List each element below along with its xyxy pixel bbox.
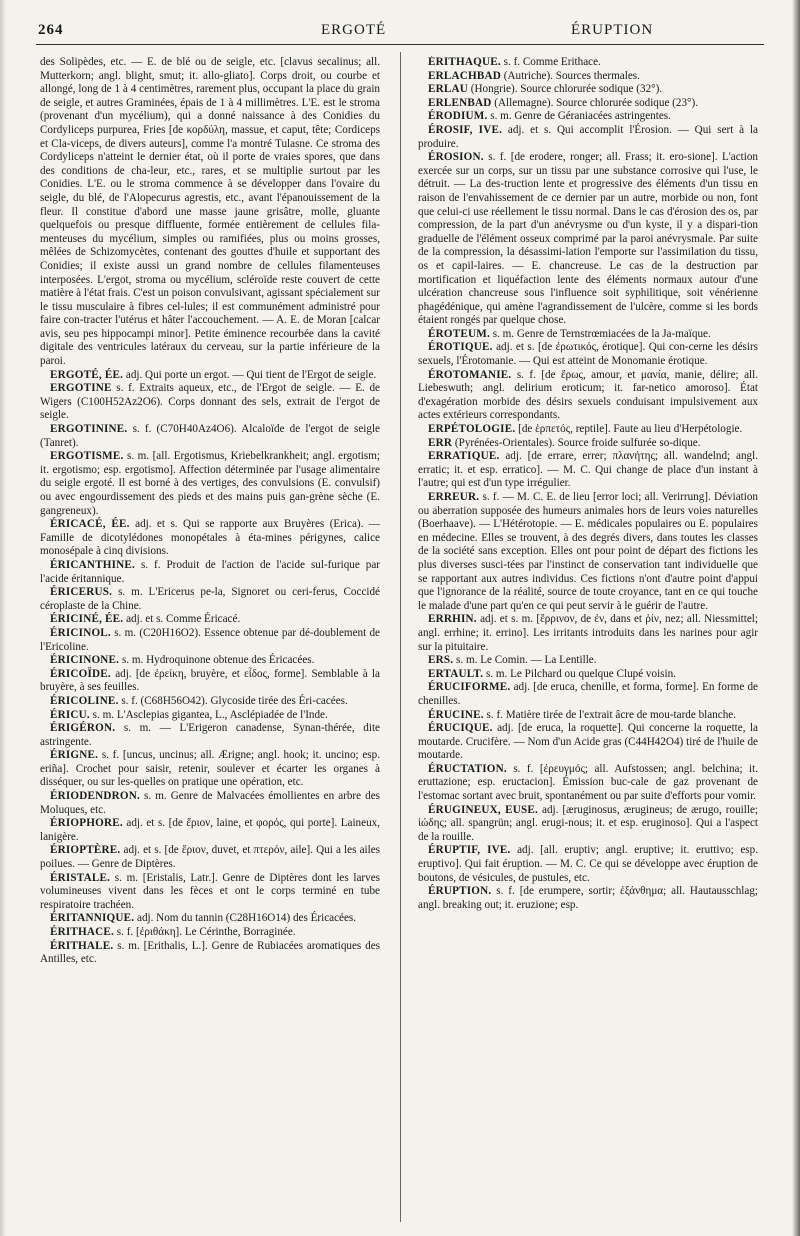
entry-headword: ERR: [428, 436, 453, 449]
dictionary-entry: [40, 654, 380, 668]
dictionary-entry: [40, 844, 380, 871]
entry-text: des Solipèdes, etc. — E. de blé ou de seigle, etc. [clavus secalinus; all. Mutterkorn; angl. blight, smut; it. allo-gliato]. Corps droit, ou courbe et allongé, long de 1 à 4 centimètres, rarement plus, occupant la place du grain de seigle, et autres Graminées, épais de 1 à 4 millimètres. L'E. est le stroma (provenant d'un mycélium), qui a donné naissance à des Conidies du Cordyliceps purpurea, Fries [de κορδύλη, massue, et caput, tête; Cordiceps et Cla-viceps, de divers auteurs], comme l'a montré Tulasne. Ce stroma des Cordyliceps n'atteint le dernier état, où il porte de vraies spores, que dans des conditions de cha-leur, etc., rares, et se multiplie surtout par les Conidies. L'E. ou le stroma commence à se développer dans l'ovaire du seigle, du blé, de l'Alopecurus agrestis, etc., avant l'épanouissement de la fleur. Il constitue d'abord une masse jaune grisâtre, molle, gluante quelquefois ou presque diffluente, formée entièrement de cellules fila-menteuses du mycélium, simples ou ramifiées, plus ou moins grosses, mêlées de Schizomycètes, contenant des gouttes d'huile et supportant des Conidies; il existe aussi un grand nombre de cellules filamenteuses interposées. L'ergot, stroma ou mycélium, scléroïde reste couvert de cette matière à l'état frais. C'est un poison convulsivant, agissant spécialement sur le tissu musculaire à fibres cel-lules; il est communément administré pour faire con-tracter l'utérus et hâter l'accouchement. — A. E. de Moran [calcar avis, seu pes hippocampi minor]. Petite éminence recourbée dans la cavité digitale des ventricules latéraux du cerveau, sur la partie inférieure de la paroi.: [40, 56, 380, 368]
dictionary-entry: [418, 341, 758, 368]
entry-text: s. m. Hydroquinone obtenue des Éricacées.: [119, 654, 315, 667]
entry-headword: ERLENBAD: [428, 96, 492, 109]
page-number: 264: [38, 22, 64, 38]
dictionary-entry: [40, 627, 380, 654]
entry-headword: ÉROTIQUE.: [428, 341, 493, 354]
dictionary-entry: [418, 491, 758, 613]
dictionary-entry: [40, 559, 380, 586]
dictionary-entry: [418, 110, 758, 124]
entry-text: s. f. [uncus, uncinus; all. Ærigne; angl. hook; it. uncino; esp. eriña]. Crochet pour saisir, retenir, soulever et écarter les organes à disséquer, ou sur les-quelles on pratique une opération, etc.: [40, 749, 380, 789]
dictionary-entry: [418, 83, 758, 97]
dictionary-entry: [40, 790, 380, 817]
dictionary-entry: [418, 613, 758, 654]
dictionary-entry: [418, 844, 758, 885]
entry-text: s. m. L'Asclepias gigantea, L., Asclépiadée de l'Inde.: [89, 708, 328, 721]
dictionary-entry: [40, 722, 380, 749]
dictionary-entry: [418, 151, 758, 328]
entry-headword: ÉRUCINE.: [428, 708, 484, 721]
dictionary-entry: [418, 369, 758, 423]
dictionary-entry: [40, 586, 380, 613]
entry-headword: ÉRICINONE.: [50, 654, 120, 667]
dictionary-entry: [40, 926, 380, 940]
dictionary-entry: [418, 56, 758, 70]
entry-headword: ÉRICANTHINE.: [50, 558, 136, 571]
right-running-head: ÉRUPTION: [571, 22, 654, 38]
dictionary-entry: [40, 382, 380, 423]
entry-text: s. m. L'Ericerus pe-la, Signoret ou ceri-ferus, Coccidé céroplaste de la Chine.: [40, 586, 380, 612]
entry-text: adj. [de eruca, chenille, et forma, forme]. En forme de chenilles.: [418, 681, 758, 707]
dictionary-entry: [418, 654, 758, 668]
page-right-shadow: [792, 0, 800, 1236]
dictionary-entry: [418, 722, 758, 763]
entry-text: (Allemagne). Source chlorurée sodique (23°).: [491, 96, 698, 109]
dictionary-entry: [418, 450, 758, 491]
dictionary-entry: [40, 872, 380, 913]
entry-text: (Hongrie). Source chlorurée sodique (32°).: [468, 83, 663, 96]
dictionary-entry: [40, 709, 380, 723]
entry-text: adj. et s. [de ἐρωτικός, érotique]. Qui con-cerne les désirs sexuels, l'Érotomanie. — Qui est atteint de Monomanie érotique.: [418, 341, 758, 368]
entry-headword: ÉRIODENDRON.: [50, 790, 140, 803]
entry-headword: ÉRUCIQUE.: [428, 722, 493, 735]
dictionary-entry: [40, 817, 380, 844]
entry-headword: ÉRITHACE.: [50, 926, 115, 938]
entry-headword: ÉRITHALE.: [50, 939, 114, 952]
entry-text: adj. et s. Comme Éricacé.: [123, 613, 241, 626]
entry-text: s. m. [Eristalis, Latr.]. Genre de Diptères dont les larves volumineuses vivent dans les fèces et ont le corps terminé en tube respiratoire trachéen.: [40, 871, 380, 911]
dictionary-entry: [418, 885, 758, 912]
dictionary-entry: [418, 423, 758, 437]
entry-headword: ERREUR.: [428, 491, 480, 503]
dictionary-entry: [40, 912, 380, 926]
dictionary-entry: [40, 668, 380, 695]
entry-text: s. f. Comme Erithace.: [500, 56, 601, 68]
entry-headword: ERGOTINE: [50, 382, 112, 395]
entry-headword: ÉRUCIFORME.: [428, 681, 511, 694]
left-column: [40, 56, 380, 1228]
entry-headword: ÉRICINOL.: [50, 626, 111, 639]
dictionary-entry: [40, 56, 380, 369]
entry-headword: ÉRICACÉ, ÉE.: [50, 518, 130, 531]
left-running-head: ERGOTÉ: [321, 22, 387, 38]
entry-text: adj. et s. [de ἔριον, laine, et φορός, qui porte]. Laineux, lanigère.: [40, 817, 380, 843]
entry-headword: ERRATIQUE.: [428, 450, 500, 463]
entry-headword: ÉRITHAQUE.: [428, 56, 501, 68]
entry-headword: ÉRICU.: [50, 708, 90, 721]
entry-text: adj. [æruginosus, ærugineus; de ærugo, rouille; ἰώδης; all. spangrün; angl. erugi-nous; it. et esp. eruginoso]. Qui a l'aspect de la rouille.: [418, 803, 758, 843]
entry-text: s. f. Produit de l'action de l'acide sul-furique par l'acide éritannique.: [40, 558, 380, 585]
column-divider: [400, 52, 401, 1222]
entry-text: adj. [all. eruptiv; angl. eruptive; it. eruttivo; esp. eruptivo]. Qui fait éruption. — M. C. Ce qui se développe avec éruption de boutons, de vésicules, de pustules, etc.: [418, 844, 758, 884]
entry-headword: ÉRIGNE.: [50, 749, 99, 762]
dictionary-entry: [418, 124, 758, 151]
dictionary-entry: [418, 97, 758, 111]
entry-headword: ÉRICERUS.: [50, 586, 113, 599]
dictionary-entry: [40, 518, 380, 559]
dictionary-entry: [40, 940, 380, 967]
dictionary-entry: [418, 437, 758, 451]
dictionary-entry: [40, 369, 380, 383]
entry-headword: ÉRUPTION.: [428, 885, 492, 898]
entry-text: s. f. [de ἔρως, amour, et μανία, manie, délire; all. Liebeswuth; angl. delirium eroticum; it. far-netico amoroso]. État d'exagération morbide des désirs sexuels conduisant impulsivement aux actes extérieurs correspondants.: [418, 368, 758, 422]
entry-text: s. m. Genre de Géraniacées astringentes.: [487, 110, 671, 123]
dictionary-entry: [418, 70, 758, 84]
entry-text: s. f. Matière tirée de l'extrait âcre de mou-tarde blanche.: [483, 708, 737, 721]
dictionary-entry: [418, 328, 758, 342]
entry-headword: ÉRUPTIF, IVE.: [428, 844, 511, 857]
entry-text: s. f. [de erumpere, sortir; ἐξάνθημα; all. Hautausschlag; angl. breaking out; it. eruzione; esp.: [418, 885, 758, 911]
entry-headword: ÉRIGÉRON.: [50, 722, 116, 735]
entry-headword: ERS.: [428, 654, 454, 667]
entry-text: s. m. Genre de Malvacées émollientes en arbre des Moluques, etc.: [40, 790, 380, 816]
entry-headword: ERRHIN.: [428, 613, 477, 626]
entry-text: s. m. [all. Ergotismus, Kriebelkrankheit; angl. ergotism; it. ergotismo; esp. ergotismo]. Affection déterminée par l'usage alimentaire du seigle ergoté. Il est borné à des vertiges, des convulsions (E. convulsif) ou avec engourdissement des pieds et des mains puis gan-grène sèche (E. gangreneux).: [40, 450, 380, 517]
entry-text: adj. et s. [de ἔριον, duvet, et πτερόν, aile]. Qui a les ailes poilues. — Genre de Diptères.: [40, 844, 380, 871]
entry-headword: ERGOTININE.: [50, 423, 128, 436]
entry-text: s. m. Le Comin. — La Lentille.: [453, 654, 597, 667]
entry-headword: ERTAULT.: [428, 667, 484, 680]
entry-text: s. f. [ἐρευγμός; all. Aufstossen; angl. belchina; it. eruttazione; esp. eructacion]. Émission buc-cale de gaz provenant de l'estomac sortant avec bruit, spontanément ou par suite d'efforts pour vomir.: [418, 762, 758, 803]
entry-text: [de ἑρπετός, reptile]. Faute au lieu d'Herpétologie.: [515, 423, 743, 436]
entry-text: adj. Qui porte un ergot. — Qui tient de l'Ergot de seigle.: [123, 368, 377, 381]
entry-headword: ÉROTEUM.: [428, 327, 490, 340]
entry-headword: ÉROSION.: [428, 151, 484, 164]
entry-text: adj. et s. Qui accomplit l'Érosion. — Qui sert à la produire.: [418, 123, 758, 150]
entry-headword: ÉROTOMANIE.: [428, 368, 512, 381]
entry-headword: ÉRICOLINE.: [50, 694, 119, 707]
entry-text: s. m. — L'Erigeron canadense, Synan-thérée, dite astringente.: [40, 722, 380, 748]
dictionary-entry: [40, 695, 380, 709]
entry-text: adj. [de eruca, la roquette]. Qui concerne la roquette, la moutarde. Crucifère. — Nom d'un Acide gras (C44H42O4) tiré de l'huile de moutarde.: [418, 722, 758, 762]
dictionary-entry: [40, 450, 380, 518]
entry-text: s. m. (C20H16O2). Essence obtenue par dé-doublement de l'Ericoline.: [40, 626, 380, 653]
entry-text: adj. [de ἐρείκη, bruyère, et εἶδος, forme]. Semblable à la bruyère, à ses feuilles.: [40, 667, 380, 694]
dictionary-entry: [418, 709, 758, 723]
entry-headword: ÉRIOPHORE.: [50, 817, 123, 830]
dictionary-entry: [418, 681, 758, 708]
entry-text: s. m. Le Pilchard ou quelque Clupé voisin.: [483, 667, 676, 680]
entry-headword: ÉRODIUM.: [428, 110, 488, 123]
entry-text: (Autriche). Sources thermales.: [501, 69, 640, 82]
entry-text: s. m. Genre de Ternstrœmiacées de la Ja-maïque.: [489, 327, 711, 340]
entry-headword: ÉRITANNIQUE.: [50, 912, 135, 925]
dictionary-entry: [418, 763, 758, 804]
entry-text: adj. et s. m. [ἔρρινον, de ἐν, dans et ῥίν, nez; all. Niessmittel; angl. errhine; it. errino]. Les irritants introduits dans les narines pour agir sur la pituitaire.: [418, 613, 758, 653]
entry-text: s. f. [ἐριθάκη]. Le Cérinthe, Borraginée.: [114, 926, 296, 938]
entry-headword: ÉRIOPTÈRE.: [50, 844, 121, 857]
entry-text: adj. [de errare, errer; πλανήτης; all. wandelnd; angl. erratic; it. et esp. erratico]. — M. C. Qui change de place d'un instant à l'autre; qui est d'un type irrégulier.: [418, 450, 758, 490]
entry-headword: ÉRICINÉ, ÉE.: [50, 613, 124, 626]
entry-text: s. f. — M. C. E. de lieu [error loci; all. Verirrung]. Déviation ou aberration supposée des humeurs animales hors de leurs voies naturelles (Boerhaave). — L'Hétérotopie. — E. médicales populaires ou E. populaires en médecine. Elles se trouvent, à des degrés divers, dans toutes les classes de la société sans exception. Elles ont pour point de départ des fictions les plus diverses susci-tées par l'instinct de conservation tant individuelle que se rapportant aux autres individus. Ces fictions n'ont d'autre point d'appui que l'ignorance de la réalité, source de toute croyance, tant en ce qui touche le malade d'une part qu'en ce qui peut servir à le guérir de l'autre.: [418, 491, 758, 612]
entry-text: s. f. [de erodere, ronger; all. Frass; it. ero-sione]. L'action exercée sur un corps, sur un tissu par une substance corrosive qui l'use, le détruit. — La des-truction lente et progressive des éléments d'un tissu en raison de l'envahissement de ce dernier par un autre, morbide ou non, font que celui-ci use réellement le tissu normal. Dans le cas d'érosion des os, par compression, de la part d'un anévrysme ou d'un kyste, il y a dispari-tion graduelle de l'élément osseux comprimé par la paroi anévrysmale. Par suite de la compression, la désassimi-lation l'emporte sur l'assimilation du tissu, os et capil-laires. — E. chancreuse. Le cas de la destruction par mortification et liquéfaction lente des éléments normaux autour d'une ulcération chancreuse sous l'influence soit syphilitique, soit vénérienne phagédénique, qui amène l'agrandissement de l'ulcère, comme si les bords étaient rongés par quelque chose.: [418, 151, 758, 327]
dictionary-entry: [40, 423, 380, 450]
entry-headword: ERLAU: [428, 83, 468, 96]
entry-text: adj. et s. Qui se rapporte aux Bruyères (Erica). — Famille de dicotylédones monopétales à éta-mines périgynes, calice monosépale à cinq divisions.: [40, 518, 380, 558]
entry-headword: ÉRISTALE.: [50, 871, 111, 884]
entry-headword: ÉROSIF, IVE.: [428, 123, 503, 136]
page-header: [36, 22, 764, 45]
page-left-shadow: [0, 0, 6, 1236]
entry-text: s. f. (C68H56O42). Glycoside tirée des Éri-cacées.: [118, 694, 348, 707]
dictionary-entry: [418, 668, 758, 682]
dictionary-entry: [40, 749, 380, 790]
entry-headword: ERGOTISME.: [50, 450, 124, 463]
right-column: [418, 56, 758, 1228]
entry-headword: ÉRUCTATION.: [428, 762, 507, 775]
entry-headword: ÉRUGINEUX, EUSE.: [428, 803, 538, 816]
entry-headword: ERLACHBAD: [428, 69, 501, 82]
entry-text: s. m. [Erithalis, L.]. Genre de Rubiacées aromatiques des Antilles, etc.: [40, 939, 380, 966]
entry-text: s. f. Extraits aqueux, etc., de l'Ergot de seigle. — E. de Wigers (C100H52Az2O6). Corps donnant des sels, extrait de l'ergot de seigle.: [40, 382, 380, 422]
dictionary-entry: [418, 804, 758, 845]
dictionary-entry: [40, 613, 380, 627]
entry-text: adj. Nom du tannin (C28H16O14) des Éricacées.: [134, 912, 357, 925]
entry-headword: ERPÉTOLOGIE.: [428, 423, 516, 436]
entry-text: (Pyrénées-Orientales). Source froide sulfurée so-dique.: [452, 436, 701, 449]
entry-headword: ÉRICOÏDE.: [50, 667, 111, 680]
entry-headword: ERGOTÉ, ÉE.: [50, 368, 124, 381]
entry-text: s. f. (C70H40Az4O6). Alcaloïde de l'ergot de seigle (Tanret).: [40, 423, 380, 449]
